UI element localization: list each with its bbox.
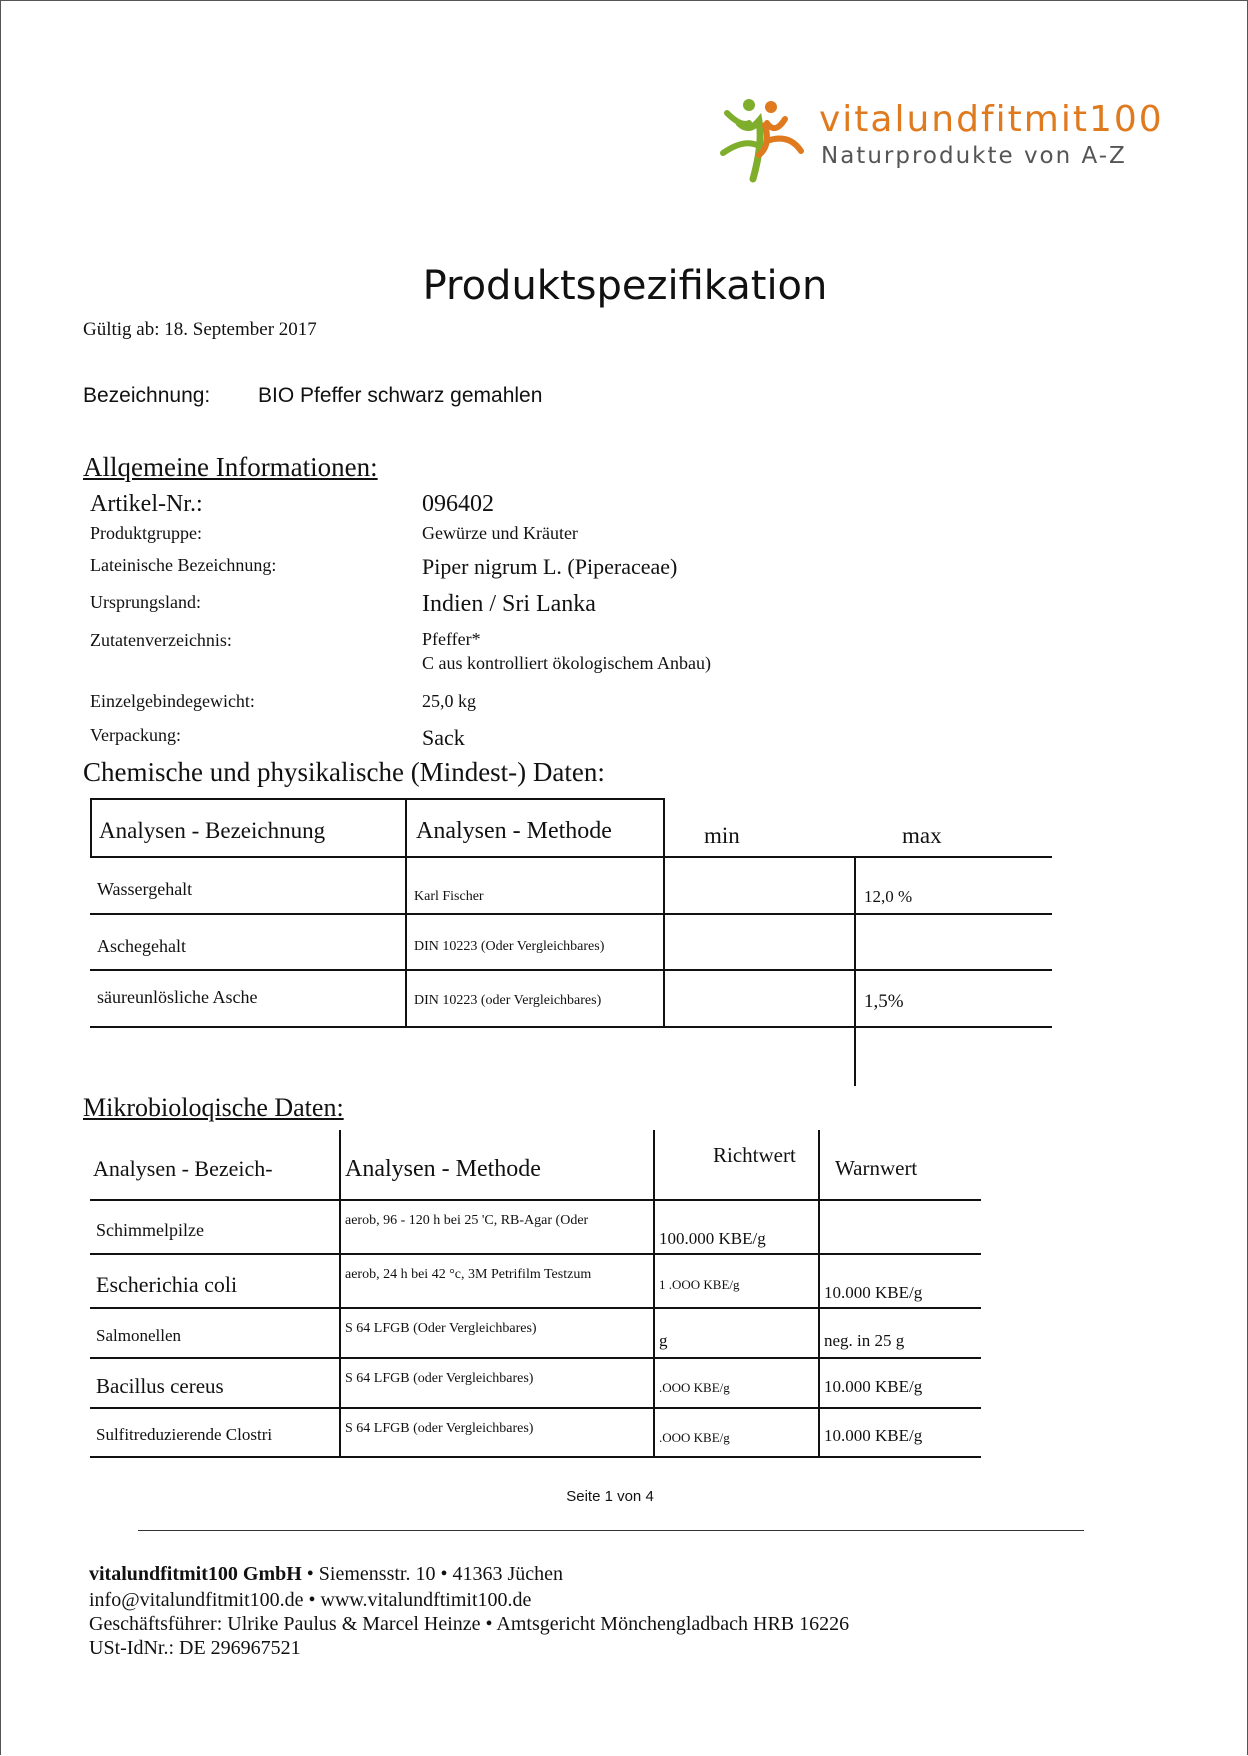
group-label: Produktgruppe: — [90, 523, 202, 543]
chem-row-1-name: Wassergehalt — [97, 879, 193, 899]
micro-row-4-method: S 64 LFGB (oder Vergleichbares) — [345, 1371, 534, 1386]
micro-row-2-guide: 1 .OOO KBE/g — [659, 1277, 740, 1292]
footer-company: vitalundfitmit100 GmbH — [89, 1563, 302, 1585]
micro-header-name: Analysen - Bezeich- — [93, 1156, 273, 1181]
weight-value: 25,0 kg — [422, 691, 476, 711]
micro-row-1-guide: 100.000 KBE/g — [659, 1229, 766, 1248]
page-number: Seite 1 von 4 — [566, 1488, 654, 1505]
chem-header-name: Analysen - Bezeichnung — [99, 818, 326, 843]
article-value: 096402 — [422, 491, 494, 517]
latin-value: Piper nigrum L. (Piperaceae) — [422, 554, 678, 579]
ingredients-label: Zutatenverzeichnis: — [90, 630, 232, 650]
micro-row-5-method: S 64 LFGB (oder Vergleichbares) — [345, 1421, 534, 1436]
micro-row-5-warn: 10.000 KBE/g — [824, 1426, 923, 1445]
micro-row-4-guide: .OOO KBE/g — [659, 1380, 730, 1395]
chem-row-1-method: Karl Fischer — [414, 889, 484, 904]
chem-heading: Chemische und physikalische (Mindest-) Daten: — [83, 757, 605, 787]
micro-row-4-warn: 10.000 KBE/g — [824, 1377, 923, 1396]
micro-row-1-name: Schimmelpilze — [96, 1220, 204, 1240]
weight-label: Einzelgebindegewicht: — [90, 691, 255, 711]
micro-row-3-name: Salmonellen — [96, 1326, 181, 1345]
micro-row-4-name: Bacillus cereus — [96, 1374, 224, 1398]
article-label: Artikel-Nr.: — [90, 491, 203, 517]
chem-row-2-method: DIN 10223 (Oder Vergleichbares) — [414, 939, 605, 954]
footer-line-3: Geschäftsführer: Ulrike Paulus & Marcel Heinze • Amtsgericht Mönchengladbach HRB 16226 — [89, 1613, 850, 1635]
designation-value: BIO Pfeffer schwarz gemahlen — [258, 384, 543, 407]
micro-row-2-method: aerob, 24 h bei 42 °c, 3M Petrifilm Testzum — [345, 1267, 592, 1282]
chem-header-method: Analysen - Methode — [416, 818, 612, 844]
latin-label: Lateinische Bezeichnung: — [90, 555, 277, 575]
micro-header-warn: Warnwert — [835, 1156, 918, 1180]
micro-row-2-name: Escherichia coli — [96, 1272, 238, 1297]
ingredients-value-1: Pfeffer* — [422, 629, 481, 649]
ingredients-value-2: C aus kontrolliert ökologischem Anbau) — [422, 653, 711, 673]
chem-header-max: max — [902, 823, 942, 848]
packaging-label: Verpackung: — [90, 725, 181, 745]
footer-line-4: USt-IdNr.: DE 296967521 — [89, 1637, 301, 1659]
origin-label: Ursprungsland: — [90, 592, 201, 612]
chem-row-3-max: 1,5% — [864, 991, 904, 1012]
micro-row-5-name: Sulfitreduzierende Clostri — [96, 1425, 273, 1444]
chem-row-1-max: 12,0 % — [864, 887, 913, 906]
designation-label: Bezeichnung: — [83, 384, 211, 407]
general-heading: Allqemeine Informationen: — [83, 452, 378, 482]
micro-row-5-guide: .OOO KBE/g — [659, 1430, 730, 1445]
micro-header-method: Analysen - Methode — [345, 1156, 541, 1182]
footer-address: • Siemensstr. 10 • 41363 Jüchen — [301, 1563, 564, 1585]
company-logo — [719, 93, 1164, 183]
origin-value: Indien / Sri Lanka — [422, 591, 596, 617]
logo-figure-icon — [719, 93, 819, 183]
micro-row-2-warn: 10.000 KBE/g — [824, 1283, 923, 1302]
packaging-value: Sack — [422, 725, 465, 750]
footer-line-1 — [89, 1563, 563, 1586]
chem-header-min: min — [704, 823, 740, 848]
footer-divider — [138, 1530, 1084, 1531]
page-title: Produktspezifikation — [422, 263, 828, 309]
footer-line-2: info@vitalundfitmit100.de • www.vitalundftimit100.de — [89, 1589, 532, 1611]
micro-heading: Mikrobioloqische Daten: — [83, 1093, 344, 1122]
micro-header-guide: Richtwert — [713, 1143, 796, 1167]
chem-row-3-name: säureunlösliche Asche — [97, 987, 258, 1007]
chem-row-2-name: Aschegehalt — [97, 936, 186, 956]
micro-row-3-guide: g — [659, 1331, 668, 1350]
micro-row-1-method: aerob, 96 - 120 h bei 25 'C, RB-Agar (Oder — [345, 1213, 589, 1228]
chem-row-3-method: DIN 10223 (oder Vergleichbares) — [414, 993, 602, 1008]
valid-from: Gültig ab: 18. September 2017 — [83, 319, 317, 340]
group-value: Gewürze und Kräuter — [422, 523, 578, 543]
logo-name: vitalundfitmit100 — [819, 99, 1164, 140]
micro-row-3-warn: neg. in 25 g — [824, 1331, 905, 1350]
micro-row-3-method: S 64 LFGB (Oder Vergleichbares) — [345, 1321, 537, 1336]
logo-tagline: Naturprodukte von A-Z — [821, 143, 1127, 169]
